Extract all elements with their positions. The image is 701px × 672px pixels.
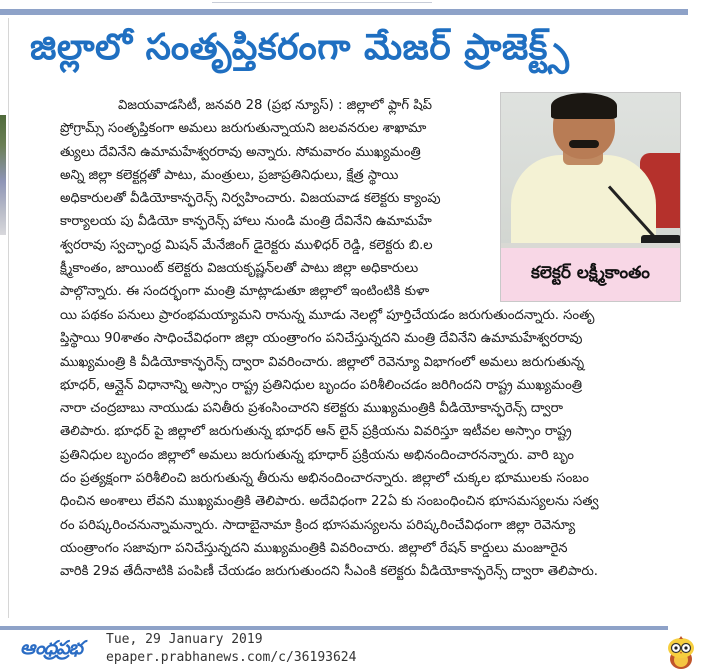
top-divider [0,9,688,15]
body-line: త్యులు దేవినేని ఉమామహేశ్వరరావు అన్నారు. సోమవారం ముఖ్యమంత్రి [60,144,421,160]
body-line: ముఖ్యమంత్రి కి వీడియోకాన్ఫరెన్స్ ద్వారా వివరించారు. జిల్లాలో రెవెన్యూ విభాగంలో అమలు జరుగుతున్న [60,354,585,370]
body-line: యంత్రాంగం సజావుగా పనిచేస్తున్నదని ముఖ్యమంత్రికి వివరించారు. జిల్లాలో రేషన్ కార్డులు మంజూరైన [60,540,568,556]
body-line: పాల్గొన్నారు. ఈ సందర్భంగా మంత్రి మాట్లాడుతూ జిల్లాలో ఇంటింటికి కుళా [60,284,430,300]
body-line: ప్తిస్థాయి 90శాతం సాధించేవిధంగా జిల్లా యంత్రాంగం పనిచేస్తున్నదని మంత్రి దేవినేని ఉమామహేశ్వరరావు [60,331,583,347]
person-shirt-shape [511,155,656,248]
footer-divider [0,626,668,630]
body-line: అన్ని జిల్లా కలెక్టర్లతో పాటు, మంత్రులు, ప్రజాప్రతినిధులు, క్షేత్ర స్థాయి [60,167,399,183]
collector-photo-box [500,92,681,302]
body-line: వారికి 29వ తేదీనాటికి పంపిణీ చేయడం జరుగుతుందని సీఎంకి కలెక్టరు వీడియోకాన్ఫరెన్స్ ద్వారా తెలిపారు. [60,564,598,580]
body-line: అధికారులతో వీడియోకాన్ఫరెన్స్ నిర్వహించారు. విజయవాడ కలెక్టరు క్యాంపు [60,191,441,207]
body-line: ప్రోగ్రామ్స్ సంతృప్తికంగా అమలు జరుగుతున్నాయని జలవనరుల శాఖామా [60,121,427,137]
body-line: దం ప్రత్యక్షంగా పరిశీలించి జరుగుతున్న తీరును అభినందించారన్నారు. జిల్లాలో చుక్కల భూములకు సంబం [60,471,589,487]
body-line: క్ష్మీకాంతం, జాయింట్ కలెక్టరు విజయకృష్ణన్‌లతో పాటు జిల్లా అధికారులు [60,261,419,277]
body-line: విజయవాడసిటీ, జనవరి 28 (ప్రభ న్యూస్) : జిల్లాలో ఫ్లాగ్ షిప్ [118,98,433,113]
collector-photo [501,93,680,248]
person-hair-shape [551,93,617,119]
body-line: కార్యాలయ పు వీడియో కాన్ఫరెన్స్ హాలు నుండి మంత్రి దేవినేని ఉమామహే [60,214,432,230]
body-line: నారా చంద్రబాబు నాయుడు పనితీరు ప్రశంసించారని కలెక్టరు ముఖ్యమంత్రికి వీడియోకాన్ఫరెన్స్ ద్వారా [60,401,563,417]
photo-caption: కలెక్టర్ లక్ష్మీకాంతం [501,248,680,301]
body-line: యి పథకం పనులు ప్రారంభమయ్యామని రానున్న మూడు నెలల్లో పూర్తిచేయడం జరుగుతుందన్నారు. సంతృ [60,308,595,323]
body-line: రం పరిష్కరించనున్నామన్నారు. సాదాబైనామా క్రింద భూసమస్యలను పరిష్కరించేవిధంగా జిల్లా రెవెన్యూ [60,517,576,533]
article-body-bottom [60,304,685,584]
epaper-link[interactable]: epaper.prabhanews.com/c/36193624 [106,650,357,665]
publication-date: Tue, 29 January 2019 [106,632,263,647]
body-line: శ్వరరావు స్వచ్ఛాంధ్ర మిషన్ మేనేజింగ్ డైరెక్టరు ముళిధర్ రెడ్డి, కలెక్టరు బి.ల [60,237,433,253]
article-body-top [60,94,490,304]
andhra-prabha-logo[interactable]: ఆంధ్రప్రభ [20,636,82,659]
body-line: తెలిపారు. భూధర్ పై జిల్లాలో జరుగుతున్న భూధర్ ఆన్ లైన్ ప్రక్రియను వివరిస్తూ ఇటీవల అస్సాం రాష్ట్ర [60,424,572,440]
body-line: ప్రతినిధుల బృందం జిల్లాలో అమలు జరుగుతున్న భూధార్ ప్రక్రియను అభినందించారనన్నారు. వారి బృం [60,447,574,463]
owl-icon [666,636,696,670]
body-line: ధించిన అంశాలు లేవని ముఖ్యమంత్రికి తెలిపారు. అదేవిధంగా 22ఏ కు సంబంధించిన భూసమస్యలను సత్వ [60,494,599,510]
adjacent-article-photo-edge [0,115,6,235]
person-mustache-shape [569,140,599,148]
body-line: భూధర్, ఆన్లైన్ విధానాన్ని అస్సాం రాష్ట్ర ప్రతినిధుల బృందం పరిశీలించడం జరిగిందని రాష్ట్ర ముఖ్యమంత్రి [60,377,583,393]
top-thin-divider [212,2,432,3]
article-headline: జిల్లాలో సంతృప్తికరంగా మేజర్ ప్రాజెక్ట్స్ [30,27,570,68]
